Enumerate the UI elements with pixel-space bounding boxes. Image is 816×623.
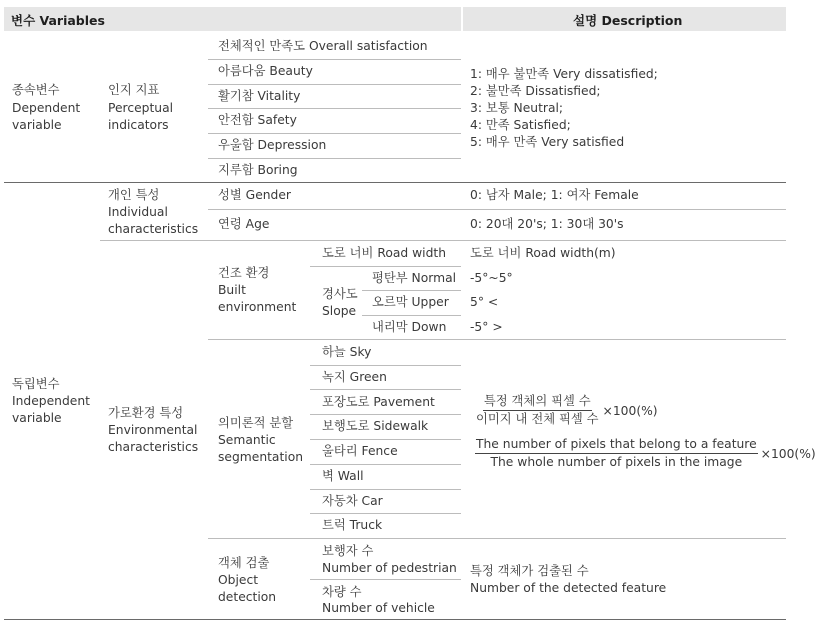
formula-ko-denominator: 이미지 내 전체 픽셀 수 [476,412,599,426]
object-desc-en: Number of the detected feature [470,581,667,595]
perceptual-label-en-2: indicators [108,118,169,132]
seg-item-fence: 울타리 Fence [322,444,398,458]
semantic-label-en-1: Semantic [218,433,276,447]
age-name: 연령 Age [218,217,270,231]
seg-item-wall: 벽 Wall [322,469,364,483]
environmental-label-en-1: Environmental [108,423,198,437]
built-label-ko: 건조 환경 [218,266,270,280]
environmental-label-en-2: characteristics [108,440,199,454]
scale-3: 3: 보통 Neutral; [470,101,564,115]
object-label-en-1: Object [218,573,259,587]
item-beauty: 아름다움 Beauty [218,64,313,78]
formula-ko-numerator: 특정 객체의 픽셀 수 [483,394,592,411]
object-desc-ko: 특정 객체가 검출된 수 [470,564,589,578]
item-safety: 안전함 Safety [218,113,297,127]
object-label-en-2: detection [218,590,277,604]
scale-5: 5: 매우 만족 Very satisfied [470,135,625,149]
slope-down-name: 내리막 Down [372,320,447,334]
independent-group-en-1: Independent [12,394,90,408]
formula-english [475,437,816,470]
vehicle-en: Number of vehicle [322,601,435,615]
object-label-ko: 객체 검출 [218,556,270,570]
age-desc: 0: 20대 20's; 1: 30대 30's [470,217,624,231]
pedestrian-ko: 보행자 수 [322,544,374,558]
item-overall-satisfaction: 전체적인 만족도 Overall satisfaction [218,39,428,53]
seg-item-sidewalk: 보행도로 Sidewalk [322,419,429,433]
gender-name: 성별 Gender [218,188,291,202]
gender-desc: 0: 남자 Male; 1: 여자 Female [470,188,639,202]
scale-4: 4: 만족 Satisfied; [470,118,571,132]
dependent-group-ko: 종속변수 [12,83,60,97]
perceptual-label-en-1: Perceptual [108,101,174,115]
formula-korean [475,394,658,427]
pedestrian-en: Number of pedestrian [322,561,457,575]
seg-item-pavement: 포장도로 Pavement [322,395,435,409]
scale-1: 1: 매우 불만족 Very dissatisfied; [470,67,658,81]
built-label-en-1: Built [218,283,246,297]
header-description: 설명 Description [573,13,683,28]
individual-label-en-1: Individual [108,205,168,219]
slope-upper-name: 오르막 Upper [372,295,449,309]
item-vitality: 활기참 Vitality [218,89,301,103]
slope-normal-desc: -5°~5° [470,271,513,285]
scale-2: 2: 불만족 Dissatisfied; [470,84,601,98]
item-boring: 지루함 Boring [218,163,298,177]
semantic-label-ko: 의미론적 분할 [218,416,294,430]
table-bottom-border [4,619,786,620]
perceptual-label-ko: 인지 지표 [108,83,160,97]
independent-group-en-2: variable [12,411,62,425]
independent-group-ko: 독립변수 [12,377,60,391]
environmental-label-ko: 가로환경 특성 [108,406,184,420]
individual-label-ko: 개인 특성 [108,188,160,202]
formula-ko-multiplier: ×100(%) [602,403,658,418]
seg-item-sky: 하늘 Sky [322,345,372,359]
header-variables: 변수 Variables [11,13,105,28]
item-depression: 우울함 Depression [218,138,327,152]
formula-en-numerator: The number of pixels that belong to a feature [475,437,758,454]
semantic-label-en-2: segmentation [218,450,304,464]
seg-item-car: 자동차 Car [322,494,383,508]
section-divider [4,182,786,183]
vehicle-ko: 차량 수 [322,585,362,599]
individual-label-en-2: characteristics [108,222,199,236]
slope-upper-desc: 5° < [470,295,499,309]
seg-item-green: 녹지 Green [322,370,387,384]
dependent-group-en-2: variable [12,118,62,132]
formula-en-multiplier: ×100(%) [760,446,816,461]
road-width-desc: 도로 너비 Road width(m) [470,246,616,260]
formula-en-denominator: The whole number of pixels in the image [490,455,743,469]
slope-down-desc: -5° > [470,320,503,334]
road-width-name: 도로 너비 Road width [322,246,446,260]
dependent-group-en-1: Dependent [12,101,81,115]
built-label-en-2: environment [218,300,297,314]
seg-item-truck: 트럭 Truck [322,518,383,532]
slope-label-ko: 경사도 [322,287,358,301]
slope-normal-name: 평탄부 Normal [372,271,457,285]
slope-label-en: Slope [322,304,357,318]
